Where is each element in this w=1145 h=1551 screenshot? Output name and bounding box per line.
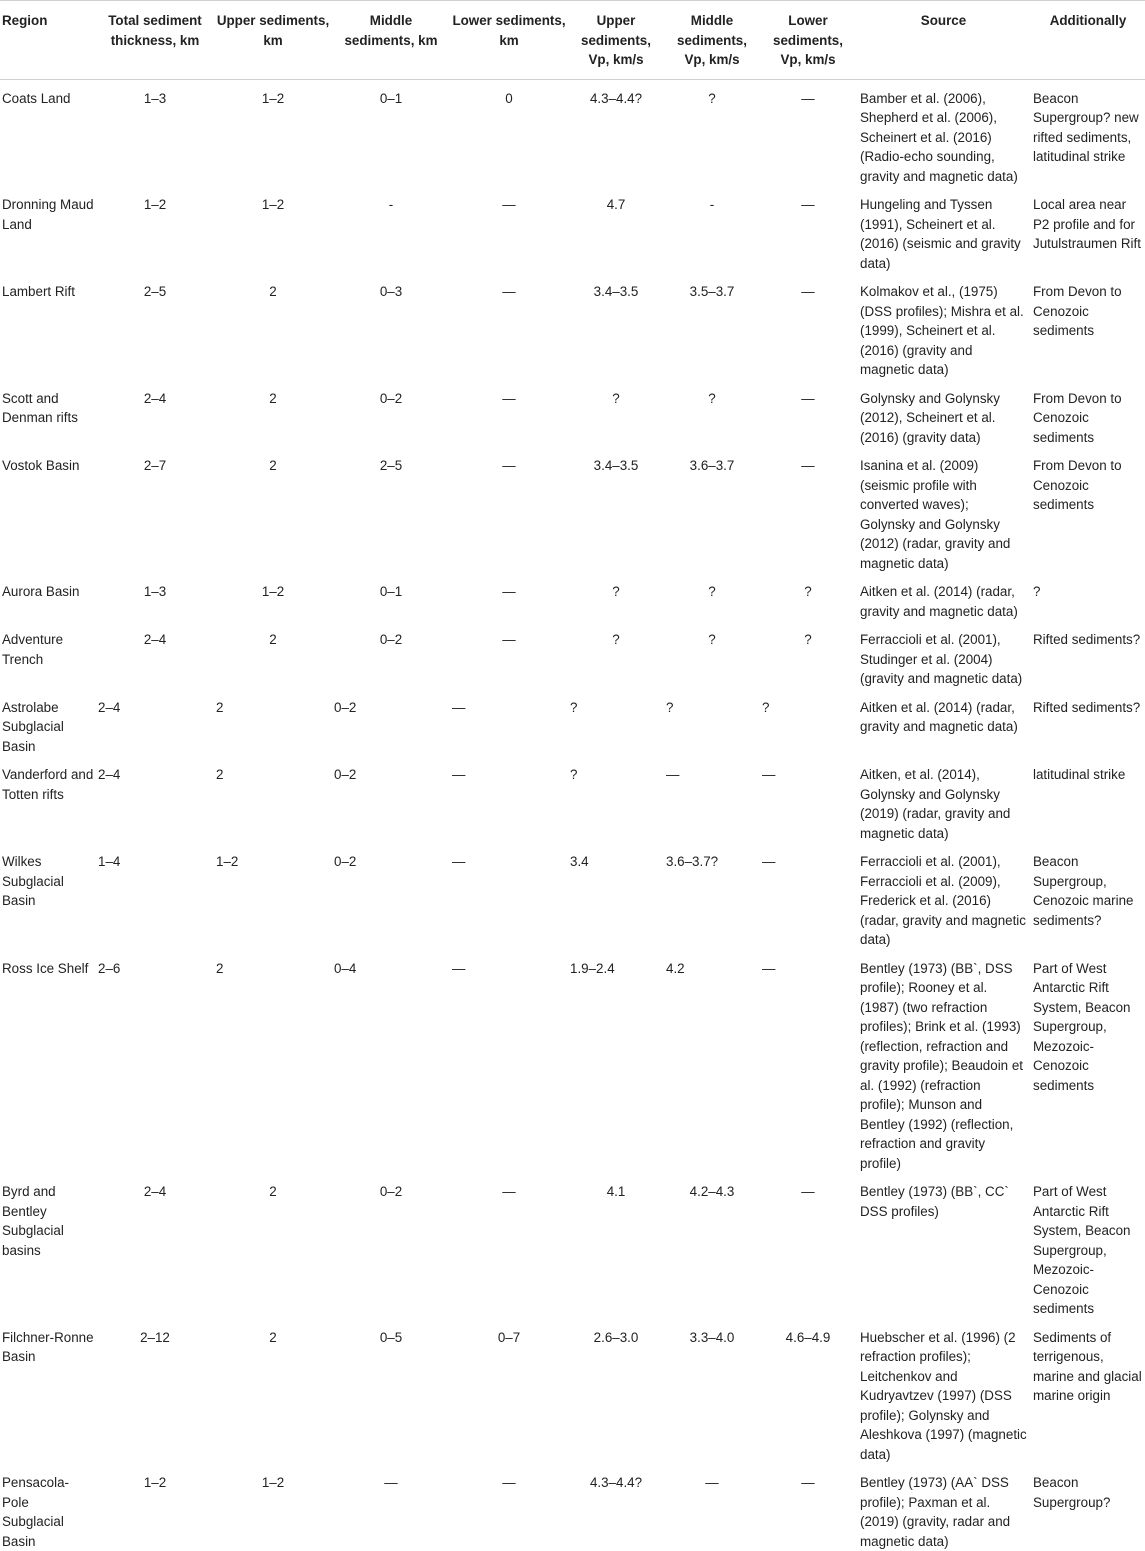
header-source: Source (856, 1, 1029, 80)
cell-middle-vp: 3.6–3.7 (689, 458, 735, 473)
cell-source: Hungeling and Tyssen (1991), Scheinert et al. (2016) (seismic and gravity data) (860, 197, 1021, 271)
cell-upper-vp: ? (612, 584, 620, 599)
cell-region: Wilkes Subglacial Basin (2, 854, 64, 908)
cell-lower-sediments: 0 (505, 90, 513, 106)
cell-total-thickness: 2–5 (143, 284, 167, 299)
cell-middle-vp: ? (708, 632, 716, 647)
cell-upper-sediments: 2 (216, 699, 224, 715)
cell-total-thickness: 1–3 (143, 90, 167, 106)
cell-source: Golynsky and Golynsky (2012), Scheinert et al. (2016) (gravity data) (860, 390, 1000, 445)
cell-region: Pensacola-Pole Subglacial Basin (2, 1475, 69, 1549)
cell-middle-sediments: 0–5 (379, 1329, 403, 1345)
cell-middle-sediments: 0–2 (379, 390, 403, 406)
cell-total-thickness: 1–4 (98, 854, 121, 869)
cell-region: Aurora Basin (2, 584, 80, 599)
cell-region: Coats Land (2, 90, 71, 106)
cell-lower-sediments: 0–7 (497, 1329, 521, 1345)
cell-upper-sediments: 2 (216, 767, 224, 782)
cell-additionally: Part of West Antarctic Rift System, Beacon Supergroup, Mezozoic-Cenozoic sediments (1033, 960, 1131, 1093)
cell-middle-sediments: 0–2 (379, 1184, 403, 1199)
cell-middle-vp: ? (708, 390, 716, 406)
cell-lower-sediments: — (452, 767, 466, 782)
cell-lower-vp: — (801, 197, 815, 212)
cell-lower-sediments: — (502, 390, 516, 406)
cell-additionally: latitudinal strike (1033, 767, 1126, 782)
cell-source: Huebscher et al. (1996) (2 refraction profiles); Leitchenkov and Kudryavtzev (1997) (DSS profile); Golynsky and Aleshkova (1997) (magnetic data) (860, 1329, 1027, 1462)
cell-lower-vp: ? (804, 584, 812, 599)
cell-region: Ross Ice Shelf (2, 960, 89, 976)
cell-region: Byrd and Bentley Subglacial basins (2, 1184, 64, 1258)
cell-middle-vp: 3.3–4.0 (689, 1329, 735, 1345)
cell-total-thickness: 1–2 (143, 197, 167, 212)
cell-upper-vp: 4.1 (606, 1184, 626, 1199)
cell-upper-sediments: 1–2 (261, 197, 285, 212)
cell-middle-sediments: - (388, 197, 394, 212)
cell-lower-vp: — (801, 458, 815, 473)
table-row (0, 1319, 1145, 1465)
table-row (0, 689, 1145, 757)
cell-lower-sediments: — (452, 960, 466, 976)
cell-upper-sediments: 1–2 (261, 1475, 285, 1490)
cell-lower-sediments: — (502, 632, 516, 647)
cell-lower-vp: — (801, 90, 815, 106)
cell-source: Bentley (1973) (AA` DSS profile); Paxman et al. (2019) (gravity, radar and magnetic data) (860, 1475, 1011, 1549)
cell-lower-vp: — (801, 390, 815, 406)
cell-source: Kolmakov et al., (1975) (DSS profiles); Mishra et al. (1999), Scheinert et al. (2016) (gravity and magnetic data) (860, 284, 1024, 377)
cell-upper-vp: 3.4–3.5 (593, 458, 639, 473)
header-additionally: Additionally (1029, 1, 1145, 80)
cell-lower-vp: ? (804, 632, 812, 647)
cell-total-thickness: 2–4 (98, 767, 121, 782)
cell-total-thickness: 2–7 (143, 458, 167, 473)
cell-upper-vp: 4.3–4.4? (589, 1475, 643, 1490)
cell-region: Lambert Rift (2, 284, 75, 299)
cell-additionally: From Devon to Cenozoic sediments (1033, 458, 1122, 512)
cell-upper-vp: 4.3–4.4? (589, 90, 643, 106)
header-total-thickness: Total sediment thickness, km (96, 1, 214, 80)
cell-upper-vp: 4.7 (606, 197, 626, 212)
table-row (0, 273, 1145, 380)
header-lower-vp: Lower sediments, Vp, km/s (760, 1, 856, 80)
cell-upper-sediments: 2 (269, 632, 277, 647)
cell-total-thickness: 1–2 (143, 1475, 167, 1490)
cell-total-thickness: 2–4 (98, 699, 121, 715)
cell-middle-sediments: — (384, 1475, 398, 1490)
cell-upper-sediments: 2 (269, 1329, 277, 1345)
cell-middle-sediments: 2–5 (379, 458, 403, 473)
cell-region: Vostok Basin (2, 458, 80, 473)
table-body (0, 79, 1145, 1551)
cell-lower-vp: ? (762, 699, 770, 715)
cell-lower-sediments: — (502, 458, 516, 473)
cell-additionally: From Devon to Cenozoic sediments (1033, 390, 1122, 445)
table-row (0, 950, 1145, 1174)
cell-upper-vp: ? (612, 632, 620, 647)
cell-middle-sediments: 0–3 (379, 284, 403, 299)
cell-total-thickness: 2–12 (140, 1329, 170, 1345)
cell-middle-vp: 4.2 (666, 960, 685, 976)
cell-source: Bentley (1973) (BB`, CC` DSS profiles) (860, 1184, 1009, 1219)
cell-middle-sediments: 0–1 (379, 584, 403, 599)
cell-additionally: ? (1033, 584, 1041, 599)
cell-upper-sediments: 2 (269, 458, 277, 473)
table-row (0, 186, 1145, 273)
cell-lower-vp: — (801, 1184, 815, 1199)
table-row (0, 380, 1145, 448)
cell-upper-vp: 2.6–3.0 (593, 1329, 639, 1345)
cell-middle-vp: ? (666, 699, 674, 715)
cell-additionally: Beacon Supergroup? (1033, 1475, 1111, 1510)
cell-additionally: From Devon to Cenozoic sediments (1033, 284, 1122, 338)
table-row (0, 1464, 1145, 1551)
table-header-row (0, 1, 1145, 80)
cell-source: Aitken et al. (2014) (radar, gravity and magnetic data) (860, 699, 1018, 734)
cell-region: Vanderford and Totten rifts (2, 767, 94, 802)
header-lower-sediments: Lower sediments, km (450, 1, 568, 80)
cell-upper-sediments: 1–2 (216, 854, 239, 869)
cell-lower-vp: — (762, 854, 776, 869)
cell-additionally: Sediments of terrigenous, marine and glacial marine origin (1033, 1329, 1142, 1403)
cell-middle-vp: ? (708, 90, 716, 106)
cell-total-thickness: 2–6 (98, 960, 121, 976)
table-row (0, 447, 1145, 573)
table-row (0, 573, 1145, 621)
cell-middle-sediments: 0–1 (379, 90, 403, 106)
cell-upper-vp: 1.9–2.4 (570, 960, 615, 976)
cell-upper-vp: 3.4 (570, 854, 589, 869)
cell-upper-vp: ? (570, 767, 578, 782)
cell-middle-vp: — (705, 1475, 719, 1490)
cell-total-thickness: 2–4 (143, 632, 167, 647)
cell-additionally: Part of West Antarctic Rift System, Beacon Supergroup, Mezozoic-Cenozoic sediments (1033, 1184, 1131, 1316)
cell-additionally: Beacon Supergroup? new rifted sediments, latitudinal strike (1033, 90, 1139, 164)
cell-middle-vp: — (666, 767, 680, 782)
cell-middle-vp: 3.5–3.7 (689, 284, 735, 299)
table-row (0, 843, 1145, 950)
cell-middle-vp: - (709, 197, 715, 212)
header-upper-sediments: Upper sediments, km (214, 1, 332, 80)
cell-region: Scott and Denman rifts (2, 390, 78, 425)
cell-total-thickness: 1–3 (143, 584, 167, 599)
cell-middle-vp: 4.2–4.3 (689, 1184, 735, 1199)
cell-middle-sediments: 0–2 (379, 632, 403, 647)
header-middle-sediments: Middle sediments, km (332, 1, 450, 80)
cell-lower-sediments: — (502, 197, 516, 212)
cell-total-thickness: 2–4 (143, 1184, 167, 1199)
cell-middle-vp: ? (708, 584, 716, 599)
cell-total-thickness: 2–4 (143, 390, 167, 406)
cell-additionally: Rifted sediments? (1033, 699, 1141, 715)
cell-lower-sediments: — (452, 699, 466, 715)
cell-region: Adventure Trench (2, 632, 64, 667)
cell-additionally: Rifted sediments? (1033, 632, 1141, 647)
cell-lower-sediments: — (502, 284, 516, 299)
header-middle-vp: Middle sediments, Vp, km/s (664, 1, 760, 80)
cell-upper-sediments: 2 (269, 1184, 277, 1199)
cell-additionally: Beacon Supergroup, Cenozoic marine sediments? (1033, 854, 1134, 928)
cell-upper-sediments: 1–2 (261, 584, 285, 599)
cell-lower-vp: — (762, 960, 776, 976)
cell-region: Filchner-Ronne Basin (2, 1329, 94, 1364)
cell-upper-sediments: 2 (269, 390, 277, 406)
cell-upper-vp: ? (612, 390, 620, 406)
cell-lower-sediments: — (502, 1475, 516, 1490)
cell-upper-sediments: 2 (216, 960, 224, 976)
cell-upper-sediments: 2 (269, 284, 277, 299)
cell-source: Bentley (1973) (BB`, DSS profile); Rooney et al. (1987) (two refraction profiles); Brink et al. (1993) (reflection, refraction and gravity profile); Beaudoin et al. (1992) (refraction profile); Munson and Bentley (1992) (reflection, refraction and gravity profile) (860, 960, 1024, 1171)
cell-region: Dronning Maud Land (2, 197, 94, 232)
cell-middle-sediments: 0–2 (334, 699, 357, 715)
cell-upper-sediments: 1–2 (261, 90, 285, 106)
table-row (0, 79, 1145, 186)
cell-middle-sediments: 0–2 (334, 854, 357, 869)
cell-middle-vp: 3.6–3.7? (666, 854, 719, 869)
table-row (0, 621, 1145, 689)
header-upper-vp: Upper sediments, Vp, km/s (568, 1, 664, 80)
cell-source: Ferraccioli et al. (2001), Studinger et al. (2004) (gravity and magnetic data) (860, 632, 1023, 686)
cell-lower-vp: — (762, 767, 776, 782)
cell-source: Bamber et al. (2006), Shepherd et al. (2006), Scheinert et al. (2016) (Radio-echo sounding, gravity and magnetic data) (860, 90, 1018, 184)
header-region: Region (0, 1, 96, 80)
cell-source: Aitken et al. (2014) (radar, gravity and magnetic data) (860, 584, 1018, 619)
cell-source: Aitken, et al. (2014), Golynsky and Golynsky (2019) (radar, gravity and magnetic data) (860, 767, 1011, 841)
cell-additionally: Local area near P2 profile and for Jutulstraumen Rift (1033, 197, 1141, 251)
table-row (0, 756, 1145, 843)
cell-upper-vp: ? (570, 699, 578, 715)
cell-lower-vp: — (801, 284, 815, 299)
cell-upper-vp: 3.4–3.5 (593, 284, 639, 299)
cell-lower-vp: 4.6–4.9 (785, 1329, 831, 1345)
table-row (0, 1173, 1145, 1319)
cell-lower-sediments: — (452, 854, 466, 869)
cell-source: Ferraccioli et al. (2001), Ferraccioli et al. (2009), Frederick et al. (2016) (radar, gravity and magnetic data) (860, 854, 1026, 947)
cell-lower-sediments: — (502, 584, 516, 599)
cell-lower-sediments: — (502, 1184, 516, 1199)
cell-middle-sediments: 0–2 (334, 767, 357, 782)
cell-middle-sediments: 0–4 (334, 960, 357, 976)
cell-region: Astrolabe Subglacial Basin (2, 699, 64, 754)
cell-source: Isanina et al. (2009) (seismic profile with converted waves); Golynsky and Golynsky (2012) (radar, gravity and magnetic data) (860, 458, 1011, 571)
cell-lower-vp: — (801, 1475, 815, 1490)
